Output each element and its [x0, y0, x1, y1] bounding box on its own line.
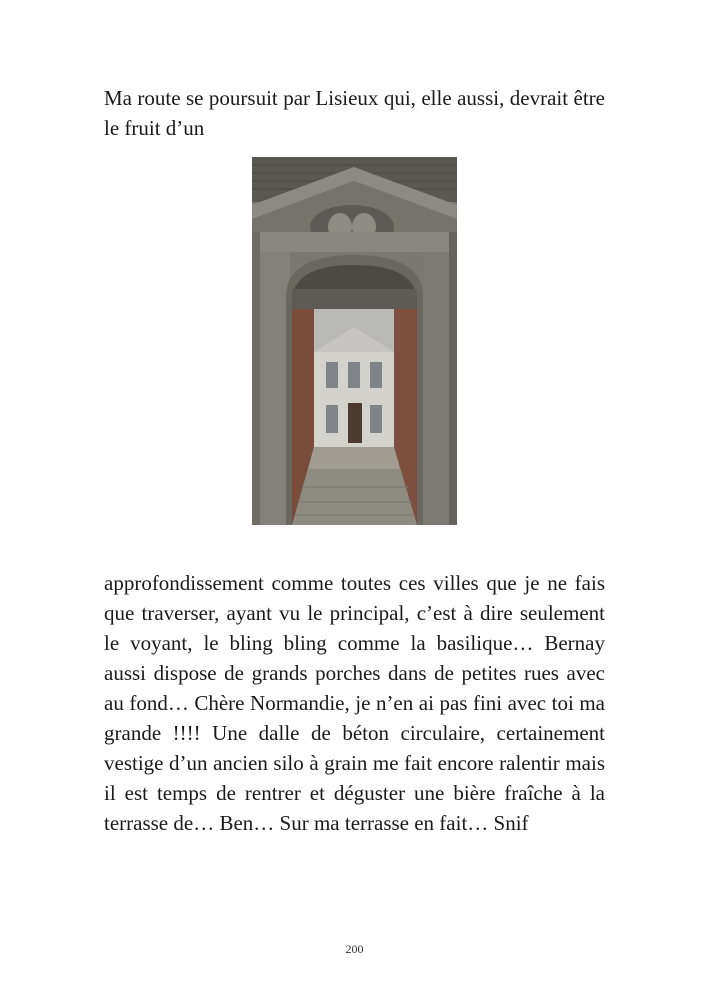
paragraph-bottom: approfondissement comme toutes ces villes que je ne fais que traverser, ayant vu le principal, c’est à dire seulement le voyant, le bling bling comme la basilique… Bernay aussi dispose de grands porches dans de petites rues avec au fond… Chère Normandie, je n’en ai pas fini avec toi ma grande !!!! Une dalle de béton circulaire, certainement vestige d’un ancien silo à grain me fait encore ralentir mais il est temps de rentrer et déguster une bière fraîche à la terrasse de… Ben… Sur ma terrasse en fait… Snif — [104, 571, 605, 835]
photo-illustration — [252, 157, 457, 525]
page-number: 200 — [345, 942, 364, 956]
photo-stone-gateway-courtyard — [252, 157, 457, 525]
paragraph-top: Ma route se poursuit par Lisieux qui, elle aussi, devrait être le fruit d’un — [104, 86, 605, 140]
